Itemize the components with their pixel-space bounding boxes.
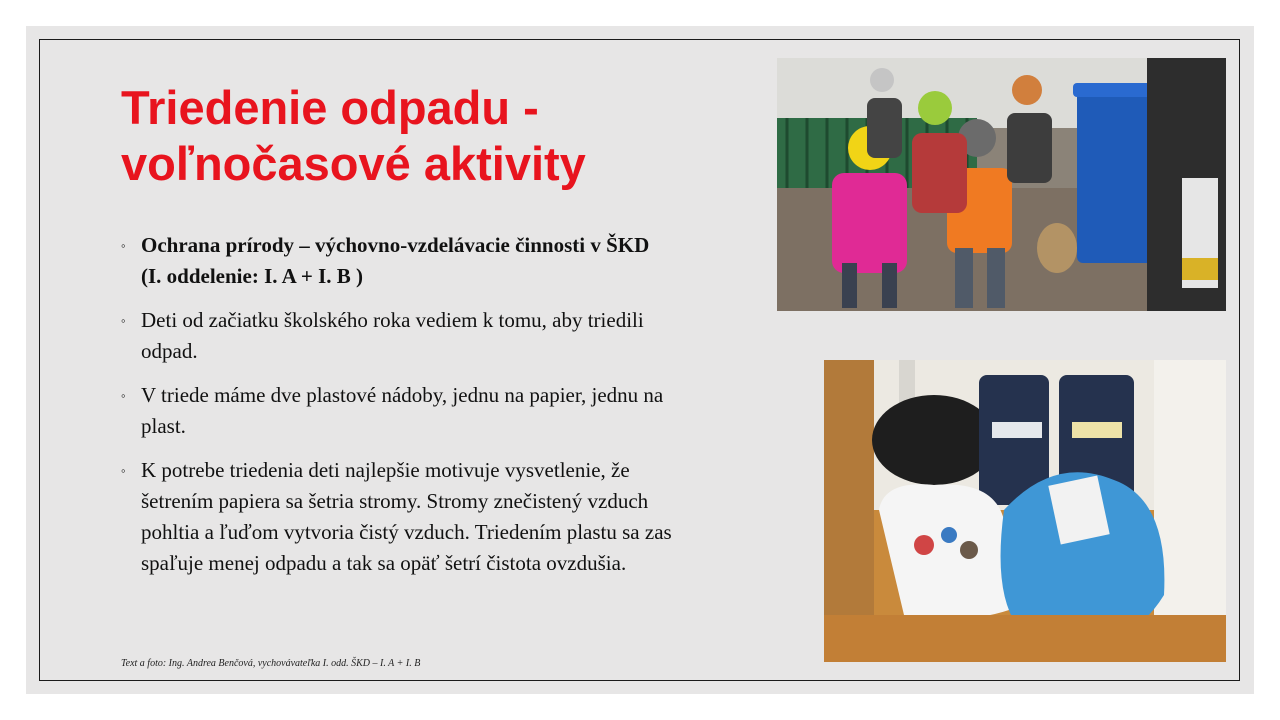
bullet-line: pohltia a ľuďom vytvoria čistý vzduch. Triedením plastu sa zas xyxy=(141,520,672,544)
bullet-list xyxy=(121,230,761,592)
bullet-marker-icon: ◦ xyxy=(121,388,126,403)
bullet-line: šetrením papiera sa šetria stromy. Stromy znečistený vzduch xyxy=(141,489,649,513)
title-line-1: Triedenie odpadu - xyxy=(121,81,539,134)
bullet-marker-icon: ◦ xyxy=(121,463,126,478)
bullet-line: odpad. xyxy=(141,339,198,363)
bullet-line: spaľuje menej odpadu a tak sa opäť šetrí čistota ovzdušia. xyxy=(141,551,627,575)
bullet-marker-icon: ◦ xyxy=(121,238,126,253)
bullet-line: Ochrana prírody – výchovno-vzdelávacie činnosti v ŠKD xyxy=(141,233,650,257)
bullet-line: (I. oddelenie: I. A + I. B ) xyxy=(141,264,363,288)
bullet-line: K potrebe triedenia deti najlepšie motivuje vysvetlenie, že xyxy=(141,458,630,482)
bullet-line: Deti od začiatku školského roka vediem k tomu, aby triedili xyxy=(141,308,644,332)
photo-classroom-bins xyxy=(824,360,1226,662)
slide-title xyxy=(121,80,721,192)
bullet-item xyxy=(121,230,761,292)
bullet-item xyxy=(121,380,761,442)
photo-credit: Text a foto: Ing. Andrea Benčová, vychovávateľka I. odd. ŠKD – I. A + I. B xyxy=(121,658,421,669)
bullet-item xyxy=(121,455,761,579)
photo-children-at-containers xyxy=(777,58,1226,311)
bullet-line: plast. xyxy=(141,414,186,438)
bullet-line: V triede máme dve plastové nádoby, jednu na papier, jednu na xyxy=(141,383,664,407)
title-line-2: voľnočasové aktivity xyxy=(121,137,586,190)
bullet-item xyxy=(121,305,761,367)
bullet-marker-icon: ◦ xyxy=(121,313,126,328)
